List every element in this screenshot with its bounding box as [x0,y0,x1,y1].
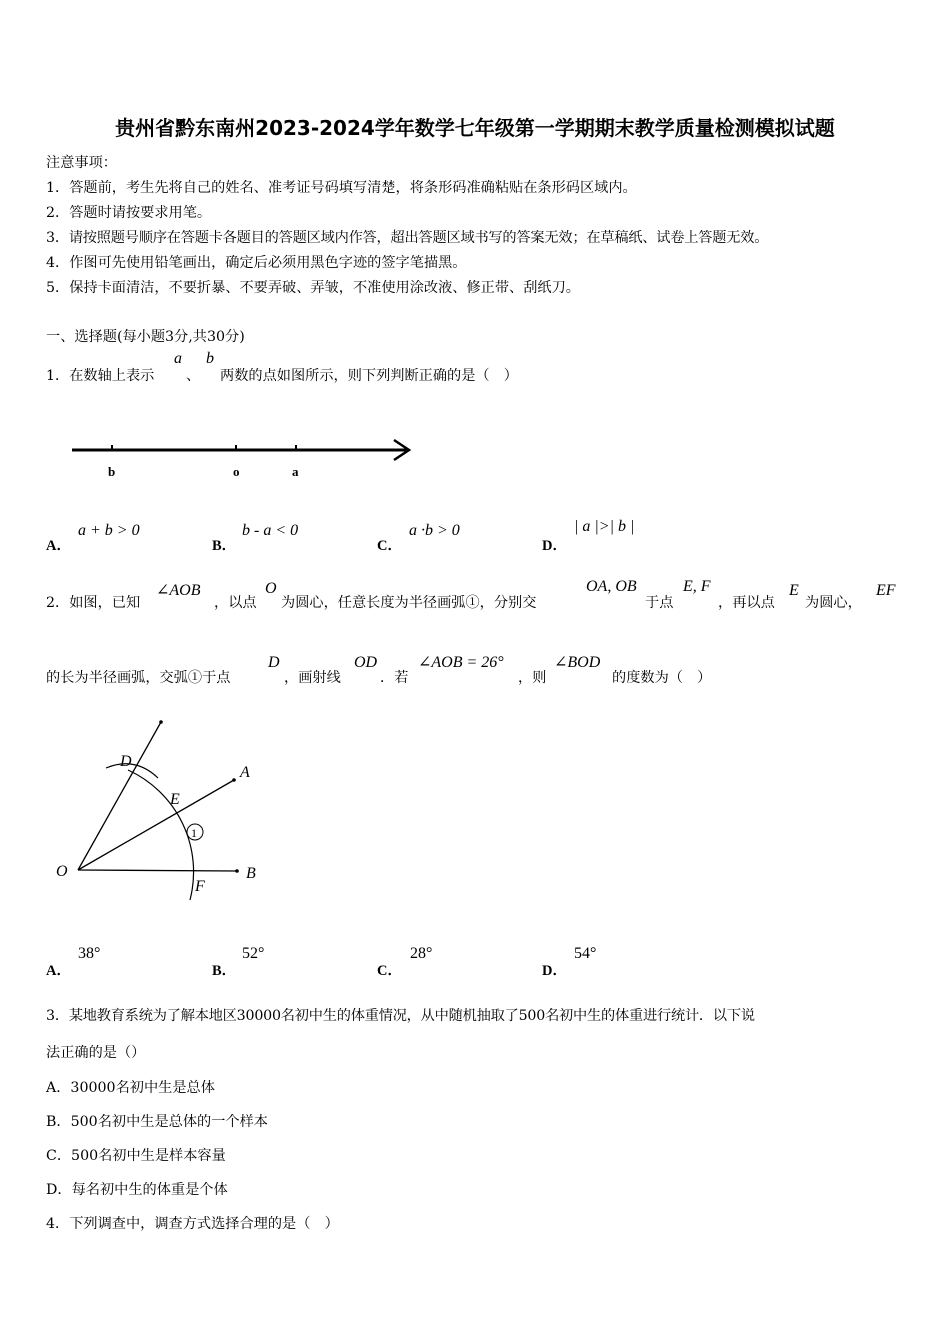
q2-p6: 为圆心， [805,595,862,611]
note-item-3: 3．请按照题号顺序在答题卡各题目的答题区域内作答，超出答题区域书写的答案无效；在草稿纸、试卷上答题无效。 [46,230,769,246]
point-a-end [232,778,236,782]
q3-option-c: C．500名初中生是样本容量 [46,1148,226,1164]
q2-l2-p4: ，则 [518,670,547,686]
q3-option-d: D．每名初中生的体重是个体 [46,1182,228,1198]
note-item-5: 5．保持卡面清洁，不要折暴、不要弄破、弄皱，不准使用涂改液、修正带、刮纸刀。 [46,280,580,296]
q1-number-line [60,430,430,490]
q2-m6: EF [876,582,896,599]
q2-p2: ，以点 [214,595,257,611]
q1-option-c: a ·b > 0 [409,522,460,539]
label-o: o [233,464,240,479]
q2-l2-m2: OD [354,654,378,671]
point-d-end [159,720,163,724]
q2-option-d: 54° [574,945,597,962]
q2-m4: E, F [683,578,711,595]
q2-m5: E [789,582,799,599]
label-b: b [108,464,116,479]
q3-line2: 法正确的是（） [46,1045,146,1061]
q2-option-a-label: A． [46,963,71,979]
q2-p3: 为圆心，任意长度为半径画弧①，分别交 [281,595,537,611]
label-o: O [56,863,68,880]
label-arc-1: 1 [191,826,197,840]
label-a: a [292,464,299,479]
q1-var-a: a [174,350,182,367]
ray-od [78,722,161,870]
q1-option-c-label: C． [377,538,402,554]
q2-option-c: 28° [410,945,433,962]
note-item-2: 2．答题时请按要求用笔。 [46,205,212,221]
q3-option-a: A．30000名初中生是总体 [46,1080,215,1096]
q2-l2-p5: 的度数为（ ） [612,670,712,686]
ray-ob [78,870,237,871]
q1-option-a: a + b > 0 [78,522,140,539]
note-item-4: 4．作图可先使用铅笔画出，确定后必须用黑色字迹的签字笔描黑。 [46,255,467,271]
label-b: B [246,865,256,882]
q2-angle-figure [40,710,280,910]
q1-option-b: b - a < 0 [242,522,299,539]
q2-option-a: 38° [78,945,101,962]
q2-option-c-label: C． [377,963,402,979]
q3-line1: 3．某地教育系统为了解本地区30000名初中生的体重情况，从中随机抽取了500名初中生的体重进行统计．以下说 [46,1008,755,1024]
q2-p4: 于点 [645,595,674,611]
label-d: D [120,753,132,770]
q4-text: 4．下列调查中，调查方式选择合理的是（ ） [46,1216,339,1232]
q2-l2-m1: D [268,654,280,671]
q2-p1: 2．如图，已知 [46,595,141,611]
q1-suffix: 两数的点如图所示，则下列判断正确的是（ ） [220,368,518,384]
q2-m2: O [265,580,277,597]
point-b-end [235,869,239,873]
q2-m3: OA, OB [586,578,637,595]
q1-sep: 、 [186,368,201,384]
q2-l2-p3: ．若 [380,670,409,686]
ray-oa [78,780,234,870]
page-title: 贵州省黔东南州2023-2024学年数学七年级第一学期期末教学质量检测模拟试题 [115,116,835,140]
q2-option-b-label: B． [212,963,237,979]
label-f: F [195,878,205,895]
arc-d [106,764,158,778]
note-item-1: 1．答题前，考生先将自己的姓名、准考证号码填写清楚，将条形码准确粘贴在条形码区域内。 [46,180,637,196]
q2-l2-m3: ∠AOB = 26° [418,654,504,671]
label-a: A [240,764,250,781]
q1-var-b: b [206,350,214,367]
q2-l2-p2: ，画射线 [284,670,341,686]
q1-option-d: | a |>| b | [574,518,635,535]
q2-option-b: 52° [242,945,265,962]
q1-prefix: 1．在数轴上表示 [46,368,155,384]
label-e: E [170,791,180,808]
q1-option-d-label: D． [542,538,567,554]
q2-option-d-label: D． [542,963,567,979]
q1-option-b-label: B． [212,538,237,554]
q2-l2-m4: ∠BOD [554,654,601,671]
q2-m1: ∠AOB [156,582,201,599]
section-heading: 一、选择题(每小题3分,共30分) [46,329,245,345]
q3-option-b: B．500名初中生是总体的一个样本 [46,1114,268,1130]
q2-p5: ，再以点 [718,595,775,611]
notes-header: 注意事项： [46,155,117,171]
q2-l2-p1: 的长为半径画弧，交弧①于点 [46,670,231,686]
q1-option-a-label: A． [46,538,71,554]
